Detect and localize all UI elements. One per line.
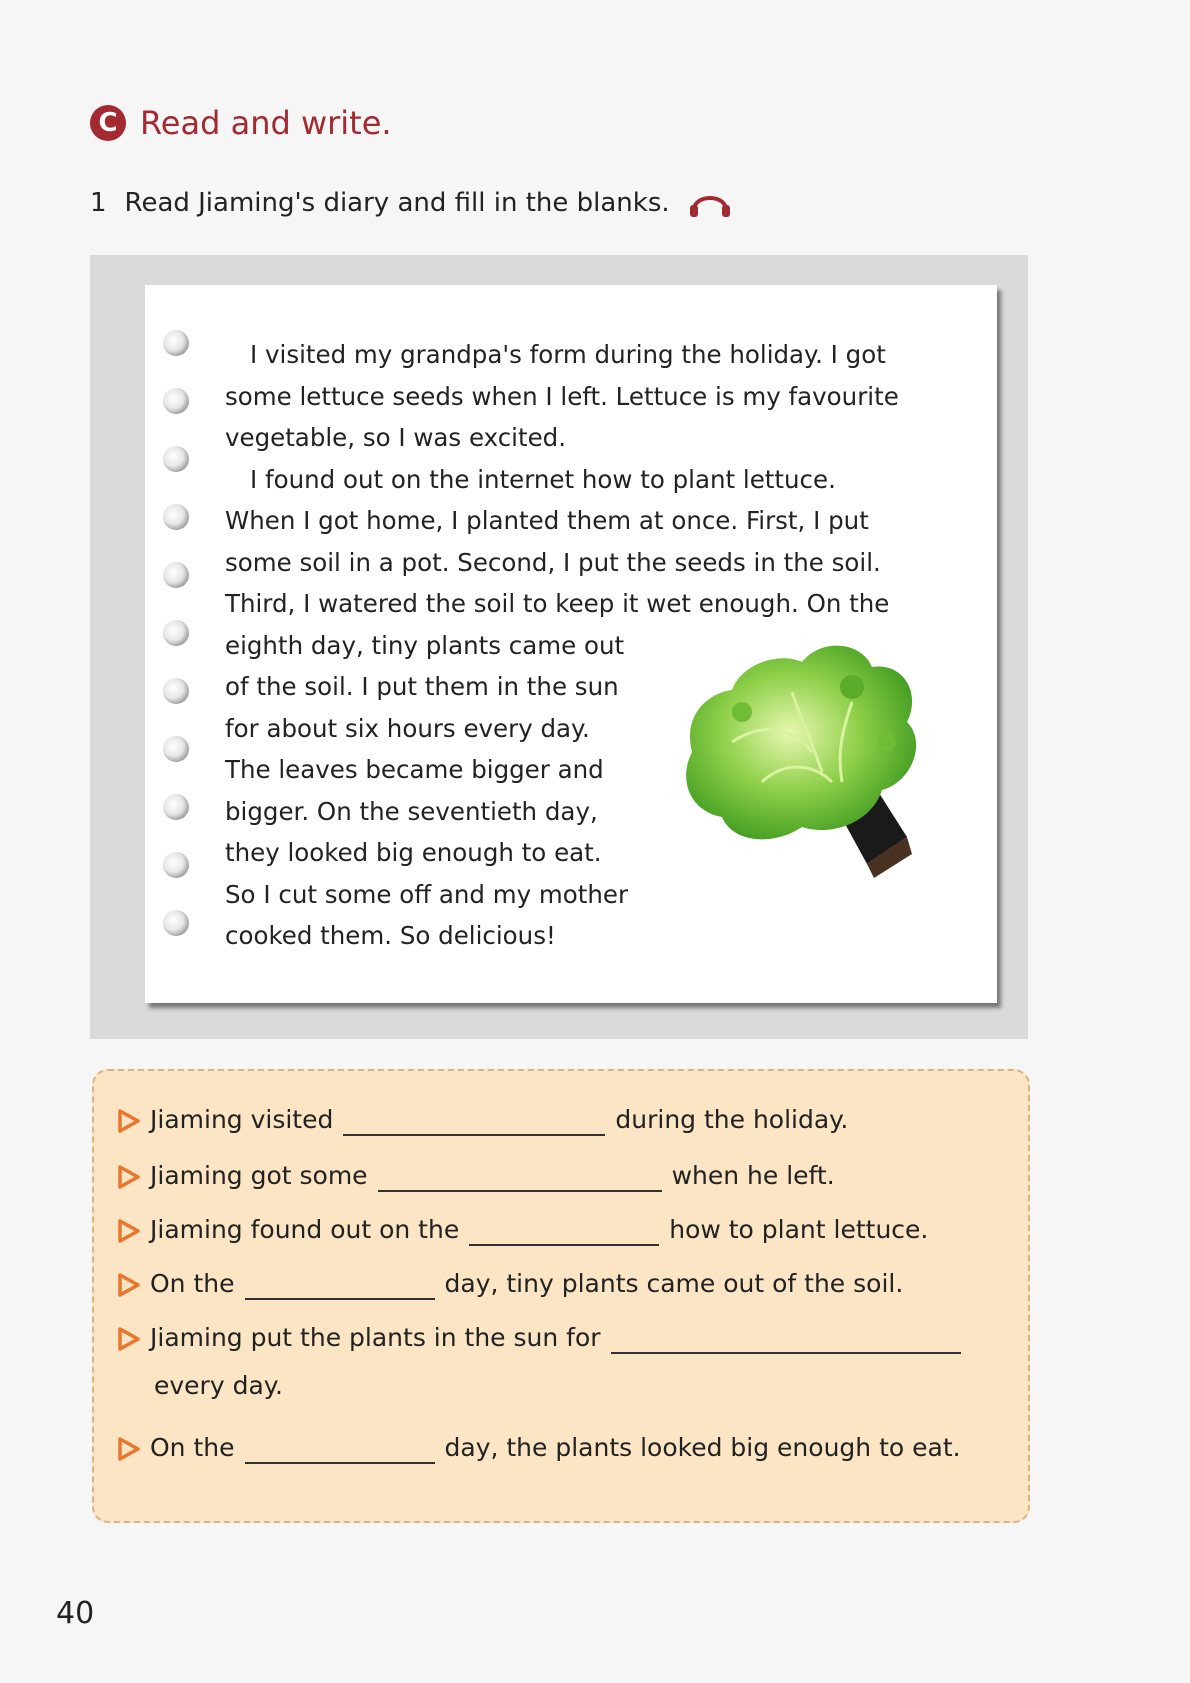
- binder-hole: [163, 736, 189, 762]
- diary-line: eighth day, tiny plants came out: [225, 630, 625, 660]
- question-text-after: every day.: [154, 1371, 283, 1400]
- binder-hole: [163, 794, 189, 820]
- answer-blank[interactable]: [245, 1434, 435, 1464]
- answer-blank[interactable]: [469, 1216, 659, 1246]
- binder-hole: [163, 446, 189, 472]
- question-text-after: how to plant lettuce.: [669, 1215, 929, 1244]
- question-5-continued: [154, 1370, 283, 1402]
- arrow-bullet-icon: [116, 1436, 142, 1462]
- question-2: [116, 1160, 835, 1192]
- diary-line: of the soil. I put them in the sun: [225, 672, 619, 701]
- diary-line: The leaves became bigger and: [225, 755, 604, 784]
- answer-blank[interactable]: [245, 1270, 435, 1300]
- question-text-before: Jiaming visited: [150, 1105, 334, 1134]
- diary-line: they looked big enough to eat.: [225, 838, 602, 867]
- arrow-bullet-icon: [116, 1272, 142, 1298]
- binder-hole: [163, 620, 189, 646]
- diary-line: some lettuce seeds when I left. Lettuce is my favourite: [225, 381, 899, 411]
- binder-hole: [163, 388, 189, 414]
- answer-blank[interactable]: [378, 1162, 662, 1192]
- question-text-before: Jiaming found out on the: [150, 1215, 460, 1244]
- page-number: 40: [56, 1596, 95, 1631]
- question-text-before: On the: [150, 1433, 235, 1462]
- binder-hole: [163, 330, 189, 356]
- binder-hole: [163, 678, 189, 704]
- task-number: 1: [90, 188, 107, 218]
- binder-hole: [163, 910, 189, 936]
- question-6: [116, 1432, 961, 1464]
- question-text-after: day, tiny plants came out of the soil.: [444, 1269, 904, 1298]
- task-instruction: [90, 188, 732, 218]
- diary-line: cooked them. So delicious!: [225, 921, 556, 950]
- diary-line: some soil in a pot. Second, I put the seeds in the soil.: [225, 547, 881, 577]
- arrow-bullet-icon: [116, 1326, 142, 1352]
- question-text-before: Jiaming put the plants in the sun for: [150, 1323, 601, 1352]
- section-title: Read and write.: [140, 104, 392, 142]
- question-3: [116, 1214, 928, 1246]
- arrow-bullet-icon: [116, 1164, 142, 1190]
- question-text-after: when he left.: [671, 1161, 835, 1190]
- question-text-after: day, the plants looked big enough to eat.: [444, 1433, 961, 1462]
- section-badge: C: [90, 105, 126, 141]
- diary-line: bigger. On the seventieth day,: [225, 796, 598, 826]
- answer-blank[interactable]: [611, 1324, 961, 1354]
- diary-line: vegetable, so I was excited.: [225, 423, 566, 452]
- question-5: [116, 1322, 971, 1354]
- question-text-before: On the: [150, 1269, 235, 1298]
- diary-line: So I cut some off and my mother: [225, 879, 629, 909]
- question-4: [116, 1268, 903, 1300]
- diary-line: I found out on the internet how to plant lettuce.: [250, 464, 836, 494]
- diary-line: I visited my grandpa's form during the holiday. I got: [250, 340, 886, 369]
- question-1: [116, 1104, 848, 1136]
- answer-blank[interactable]: [343, 1106, 605, 1136]
- binder-hole: [163, 852, 189, 878]
- binder-hole: [163, 504, 189, 530]
- diary-line: for about six hours every day.: [225, 713, 590, 743]
- question-text-before: Jiaming got some: [150, 1161, 368, 1190]
- question-text-after: during the holiday.: [615, 1105, 849, 1134]
- task-text: Read Jiaming's diary and fill in the blanks.: [124, 188, 670, 218]
- diary-line: When I got home, I planted them at once. First, I put: [225, 506, 869, 535]
- lettuce-illustration: [672, 632, 934, 890]
- arrow-bullet-icon: [116, 1108, 142, 1134]
- arrow-bullet-icon: [116, 1218, 142, 1244]
- binder-hole: [163, 562, 189, 588]
- diary-line: Third, I watered the soil to keep it wet enough. On the: [225, 589, 890, 618]
- headphones-icon[interactable]: [688, 188, 732, 218]
- section-heading: [90, 104, 392, 142]
